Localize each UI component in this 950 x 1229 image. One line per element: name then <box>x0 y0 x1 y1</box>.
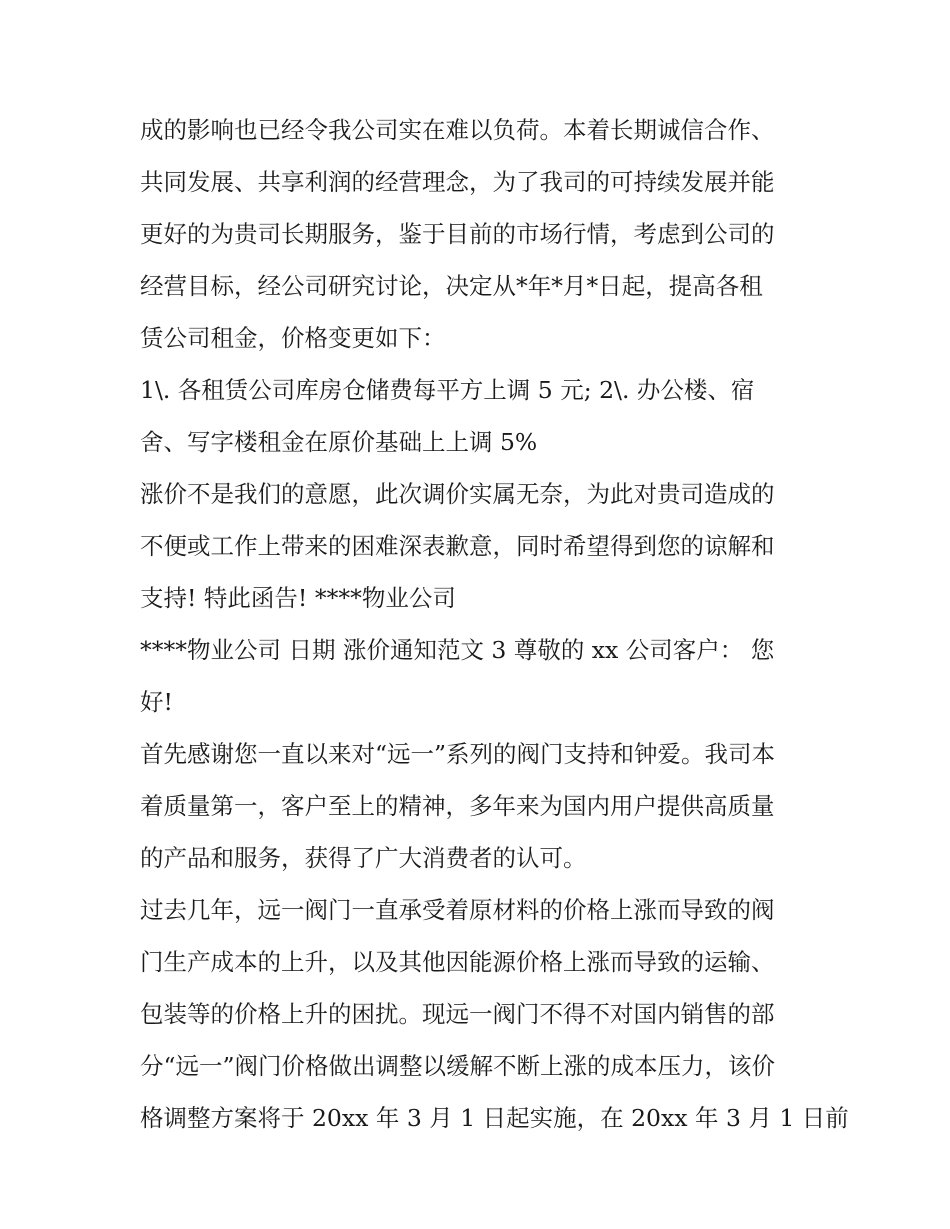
text-line: 分“远一”阀门价格做出调整以缓解不断上涨的成本压力，该价 <box>140 1052 776 1080</box>
text-line: 不便或工作上带来的困难深表歉意，同时希望得到您的谅解和 <box>140 532 775 560</box>
text-line: 门生产成本的上升，以及其他因能源价格上涨而导致的运输、 <box>140 948 775 976</box>
text-line: 包装等的价格上升的困扰。现远一阀门不得不对国内销售的部 <box>140 1000 775 1028</box>
text-line: 成的影响也已经令我公司实在难以负荷。本着长期诚信合作、 <box>140 116 775 144</box>
text-line: 过去几年，远一阀门一直承受着原材料的价格上涨而导致的阀 <box>140 896 775 924</box>
text-line: 1\. 各租赁公司库房仓储费每平方上调 5 元; 2\. 办公楼、宿 <box>140 376 755 404</box>
text-line: 支持! 特此函告! ****物业公司 <box>140 584 456 612</box>
document-body <box>140 104 849 1144</box>
text-line: 共同发展、共享利润的经营理念，为了我司的可持续发展并能 <box>140 168 775 196</box>
text-line: 好! <box>140 688 173 716</box>
text-line: 更好的为贵司长期服务，鉴于目前的市场行情，考虑到公司的 <box>140 220 775 248</box>
text-line: 舍、写字楼租金在原价基础上上调 5% <box>140 428 538 456</box>
text-line: 涨价不是我们的意愿，此次调价实属无奈，为此对贵司造成的 <box>140 480 775 508</box>
text-line: 格调整方案将于 20xx 年 3 月 1 日起实施，在 20xx 年 3 月 1 日前 <box>140 1104 849 1132</box>
text-line: 的产品和服务，获得了广大消费者的认可。 <box>140 844 587 872</box>
text-line: 着质量第一，客户至上的精神，多年来为国内用户提供高质量 <box>140 792 775 820</box>
text-line: 首先感谢您一直以来对“远一”系列的阀门支持和钟爱。我司本 <box>140 740 776 768</box>
text-line: ****物业公司 日期 涨价通知范文 3 尊敬的 xx 公司客户： 您 <box>140 636 775 664</box>
text-line: 经营目标，经公司研究讨论，决定从*年*月*日起，提高各租 <box>140 272 763 300</box>
text-line: 赁公司租金，价格变更如下： <box>140 324 446 352</box>
